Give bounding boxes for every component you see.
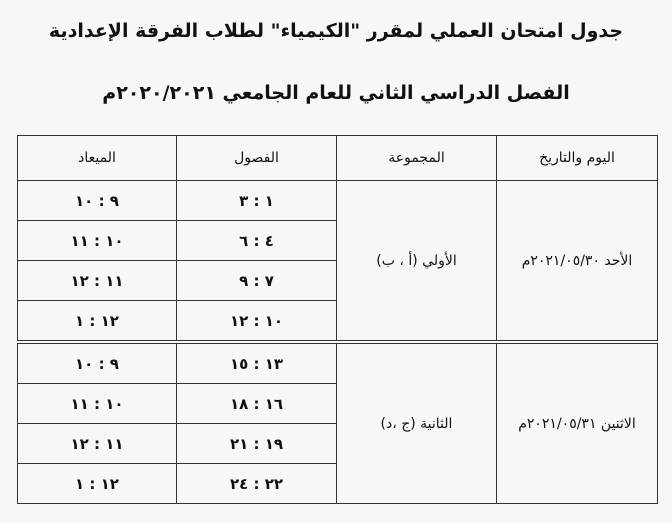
table-header-row [18, 136, 658, 181]
header-day-date: اليوم والتاريخ [497, 136, 658, 181]
periods-cell [177, 221, 337, 261]
periods-cell [177, 464, 337, 504]
periods-cell [177, 261, 337, 301]
time-value: ١٠ : ١١ [70, 394, 124, 413]
table-row [18, 342, 658, 384]
time-cell [18, 342, 177, 384]
document-title: جدول امتحان العملي لمقرر "الكيمياء" لطلاب الفرقة الإعدادية [48, 20, 624, 42]
time-value: ١٠ : ١١ [70, 231, 124, 250]
periods-cell [177, 301, 337, 343]
time-value: ١١ : ١٢ [70, 434, 124, 453]
periods-value: ٧ : ٩ [239, 271, 274, 290]
time-cell [18, 301, 177, 343]
header-time: الميعاد [18, 136, 177, 181]
time-cell [18, 221, 177, 261]
periods-value: ١٦ : ١٨ [229, 394, 284, 413]
time-value: ٩ : ١٠ [75, 191, 119, 210]
group-cell: الثانية (ج ،د) [337, 342, 497, 504]
periods-cell [177, 424, 337, 464]
time-cell [18, 424, 177, 464]
time-cell [18, 464, 177, 504]
document-subtitle: الفصل الدراسي الثاني للعام الجامعي ٢٠٢٠/٢٠٢١م [102, 82, 570, 104]
time-value: ١١ : ١٢ [70, 271, 124, 290]
exam-schedule-table [17, 135, 658, 504]
day-date-cell: الأحد ٢٠٢١/٠٥/٣٠م [497, 181, 658, 343]
periods-value: ٤ : ٦ [239, 231, 274, 250]
periods-value: ١ : ٣ [239, 191, 274, 210]
time-value: ١٢ : ١ [75, 311, 119, 330]
periods-value: ١٠ : ١٢ [229, 311, 284, 330]
periods-value: ٢٢ : ٢٤ [229, 474, 284, 493]
periods-value: ١٩ : ٢١ [229, 434, 284, 453]
periods-cell [177, 342, 337, 384]
time-cell [18, 384, 177, 424]
table-row [18, 181, 658, 221]
periods-value: ١٣ : ١٥ [229, 354, 284, 373]
periods-cell [177, 384, 337, 424]
group-cell: الأولي (أ ، ب) [337, 181, 497, 343]
time-cell [18, 261, 177, 301]
time-value: ٩ : ١٠ [75, 354, 119, 373]
periods-cell [177, 181, 337, 221]
time-cell [18, 181, 177, 221]
time-value: ١٢ : ١ [75, 474, 119, 493]
header-periods: الفصول [177, 136, 337, 181]
header-group: المجموعة [337, 136, 497, 181]
day-date-cell: الاثنين ٢٠٢١/٠٥/٣١م [497, 342, 658, 504]
